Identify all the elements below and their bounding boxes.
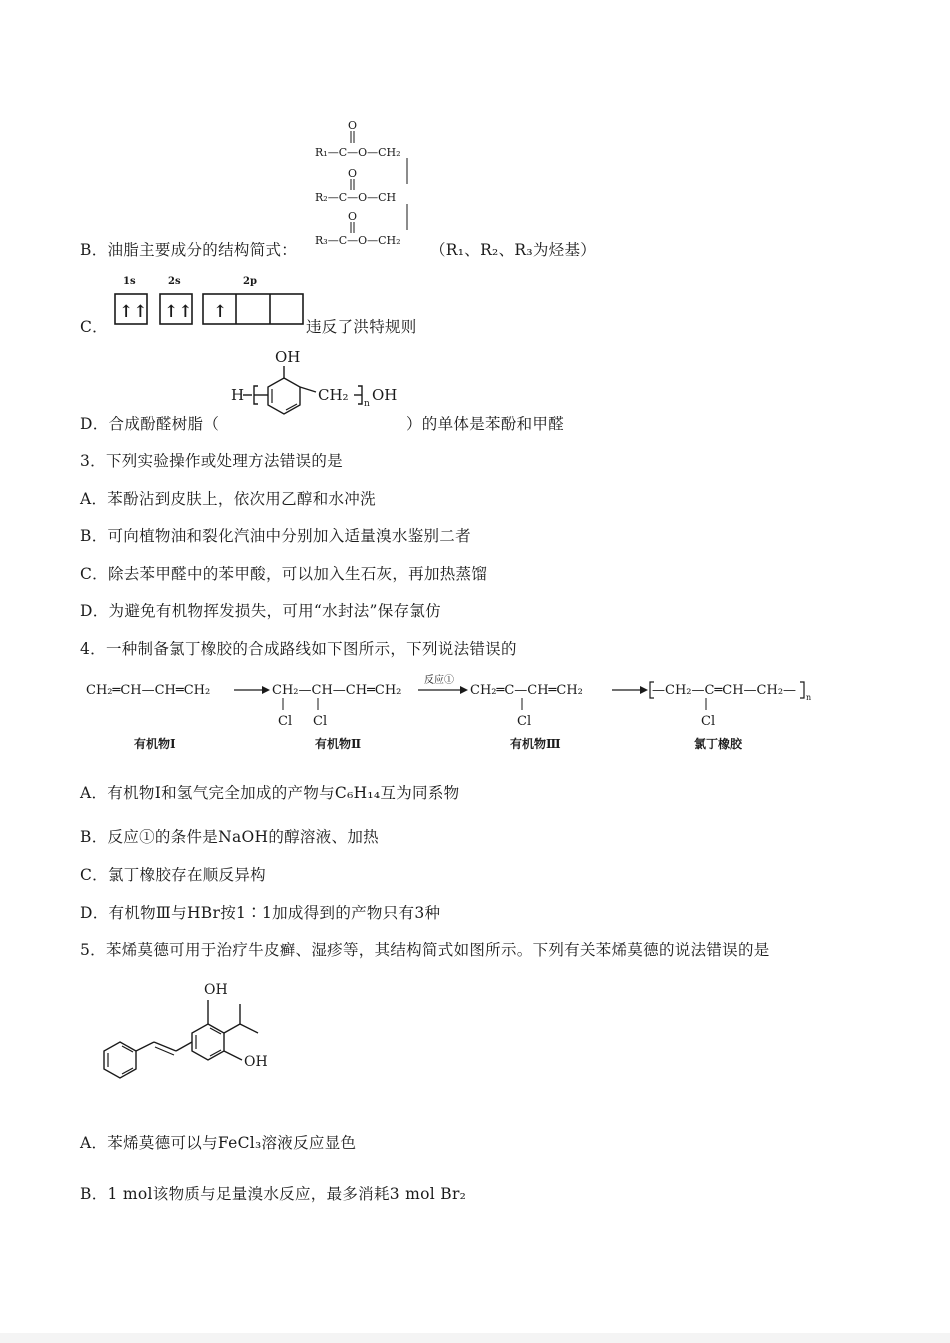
option-c-prefix: C． [80,318,108,336]
ester-row-3: R₃—C—O—CH₂ [315,234,401,247]
q4-option-d: D．有机物Ⅲ与HBr按1∶1加成得到的产物只有3种 [80,904,441,922]
resin-ch2: CH₂ [318,386,349,404]
compound-1-formula: CH₂═CH—CH═CH₂ [86,683,211,698]
resin-n: n [364,399,370,409]
compound-4-cl: Cl [701,714,716,729]
compound-2-cl2: Cl [313,714,328,729]
compound-4-n: n [806,693,812,702]
compound-2-formula: CH₂—CH—CH═CH₂ [272,683,402,698]
resin-h: H [231,386,245,404]
compound-2-name: 有机物Ⅱ [315,737,362,751]
carbonyl-o-1: O [348,119,358,132]
resin-oh-top: OH [275,348,301,366]
carbonyl-o-2: O [348,167,358,180]
arrows-2s: ↑↑ [164,302,193,322]
compound-3-cl: Cl [517,714,532,729]
q5-option-a: A．苯烯莫德可以与FeCl₃溶液反应显色 [80,1134,357,1152]
compound-3-name: 有机物Ⅲ [510,737,561,751]
q3-option-c: C．除去苯甲醛中的苯甲酸，可以加入生石灰，再加热蒸馏 [80,565,488,583]
q3-stem: 3．下列实验操作或处理方法错误的是 [80,452,343,470]
q4-option-c: C．氯丁橡胶存在顺反异构 [80,866,266,884]
orbital-label-1s: 1s [123,276,136,287]
synthesis-scheme [82,670,872,755]
q4-option-b: B．反应①的条件是NaOH的醇溶液、加热 [80,828,379,846]
compound-4-name: 氯丁橡胶 [694,737,743,751]
option-c-suffix: 违反了洪特规则 [306,318,417,336]
benvitimod-structure [80,972,290,1102]
oh-group-top: OH [204,982,228,998]
option-b-suffix: （R₁、R₂、R₃为烃基） [430,241,597,259]
resin-oh-end: OH [372,386,398,404]
triglyceride-structure [312,116,437,258]
q4-stem: 4．一种制备氯丁橡胶的合成路线如下图所示，下列说法错误的 [80,640,517,658]
option-d-suffix: ）的单体是苯酚和甲醛 [406,415,565,433]
q5-option-b: B．1 mol该物质与足量溴水反应，最多消耗3 mol Br₂ [80,1185,467,1203]
option-d-prefix: D．合成酚醛树脂（ [80,415,220,433]
compound-1-name: 有机物Ⅰ [134,737,176,751]
q3-option-d: D．为避免有机物挥发损失，可用“水封法”保存氯仿 [80,602,441,620]
orbital-label-2s: 2s [168,276,181,287]
ester-row-2: R₂—C—O—CH [315,191,397,204]
ester-row-1: R₁—C—O—CH₂ [315,146,401,159]
carbonyl-o-3: O [348,210,358,223]
orbital-label-2p: 2p [243,276,257,287]
reaction-1-label: 反应① [424,675,454,686]
compound-2-cl1: Cl [278,714,293,729]
q5-stem: 5．苯烯莫德可用于治疗牛皮癣、湿疹等，其结构简式如图所示。下列有关苯烯莫德的说法错误的是 [80,941,770,959]
arrows-1s: ↑↑ [119,302,148,322]
q3-option-a: A．苯酚沾到皮肤上，依次用乙醇和水冲洗 [80,490,376,508]
compound-3-formula: CH₂═C—CH═CH₂ [470,683,583,698]
phenolic-resin-structure [228,342,413,427]
q3-option-b: B．可向植物油和裂化汽油中分别加入适量溴水鉴别二者 [80,527,471,545]
oh-group-bottom: OH [244,1054,268,1070]
page-bottom-edge [0,1333,950,1343]
q4-option-a: A．有机物Ⅰ和氢气完全加成的产物与C₆H₁₄互为同系物 [80,784,460,802]
option-b-prefix: B．油脂主要成分的结构简式： [80,241,298,259]
orbital-diagram [110,272,310,332]
compound-4-formula: —CH₂—C═CH—CH₂— [652,683,797,698]
arrows-2p: ↑ [213,302,228,322]
